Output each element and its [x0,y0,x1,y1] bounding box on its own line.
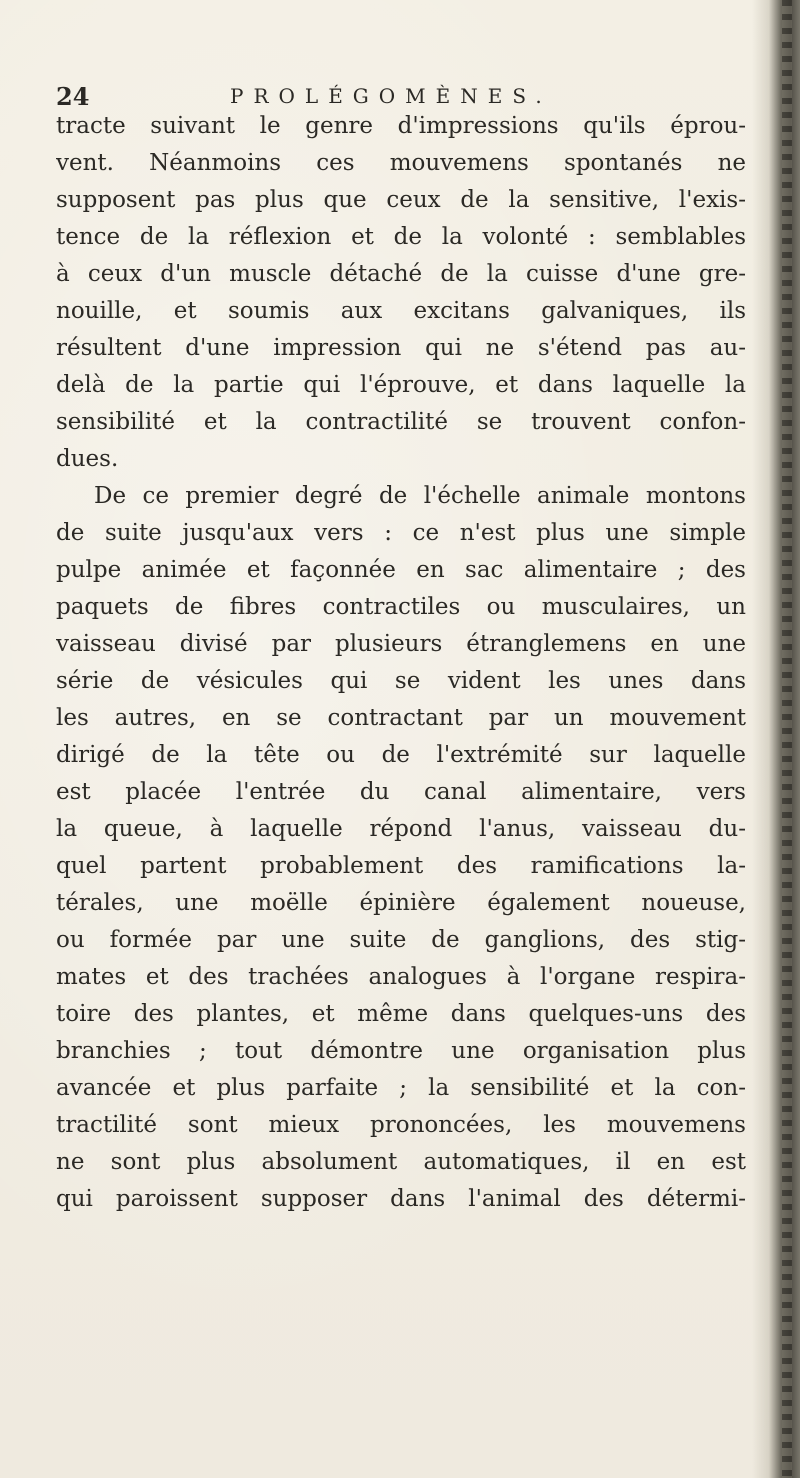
text-line: térales, une moëlle épinière également noueuse, [56,890,746,916]
text-line: quel partent probablement des ramifications la- [56,853,746,879]
running-head-title: PROLÉGOMÈNES. [230,84,552,108]
body-text [56,108,746,1218]
text-line: supposent pas plus que ceux de la sensitive, l'exis- [56,187,746,213]
text-line: tence de la réflexion et de la volonté : semblables [56,224,746,250]
text-line: avancée et plus parfaite ; la sensibilité et la con- [56,1075,746,1101]
text-line: de suite jusqu'aux vers : ce n'est plus une simple [56,520,746,546]
text-line: pulpe animée et façonnée en sac alimentaire ; des [56,557,746,583]
text-line: branchies ; tout démontre une organisation plus [56,1038,746,1064]
text-line: résultent d'une impression qui ne s'étend pas au- [56,335,746,361]
text-line: vaisseau divisé par plusieurs étranglemens en une [56,631,746,657]
text-line: tracte suivant le genre d'impressions qu'ils éprou- [56,113,746,139]
text-line: les autres, en se contractant par un mouvement [56,705,746,731]
text-line: mates et des trachées analogues à l'organe respira- [56,964,746,990]
text-line: tractilité sont mieux prononcées, les mouvemens [56,1112,746,1138]
text-line: delà de la partie qui l'éprouve, et dans laquelle la [56,372,746,398]
text-line-paragraph-start: De ce premier degré de l'échelle animale montons [94,483,746,509]
text-line: dirigé de la tête ou de l'extrémité sur laquelle [56,742,746,768]
text-line: paquets de fibres contractiles ou musculaires, un [56,594,746,620]
page-number: 24 [56,82,90,111]
text-line: à ceux d'un muscle détaché de la cuisse d'une gre- [56,261,746,287]
text-line: sensibilité et la contractilité se trouvent confon- [56,409,746,435]
text-line: la queue, à laquelle répond l'anus, vaisseau du- [56,816,746,842]
text-line-paragraph-end: dues. [56,446,119,472]
text-line: vent. Néanmoins ces mouvemens spontanés ne [56,150,746,176]
text-line: nouille, et soumis aux excitans galvaniques, ils [56,298,746,324]
text-line: ne sont plus absolument automatiques, il en est [56,1149,746,1175]
text-line: ou formée par une suite de ganglions, des stig- [56,927,746,953]
book-spine-edge [752,0,800,1478]
text-line: qui paroissent supposer dans l'animal des détermi- [56,1186,746,1212]
text-line: série de vésicules qui se vident les unes dans [56,668,746,694]
text-line: toire des plantes, et même dans quelques-uns des [56,1001,746,1027]
text-line: est placée l'entrée du canal alimentaire, vers [56,779,746,805]
